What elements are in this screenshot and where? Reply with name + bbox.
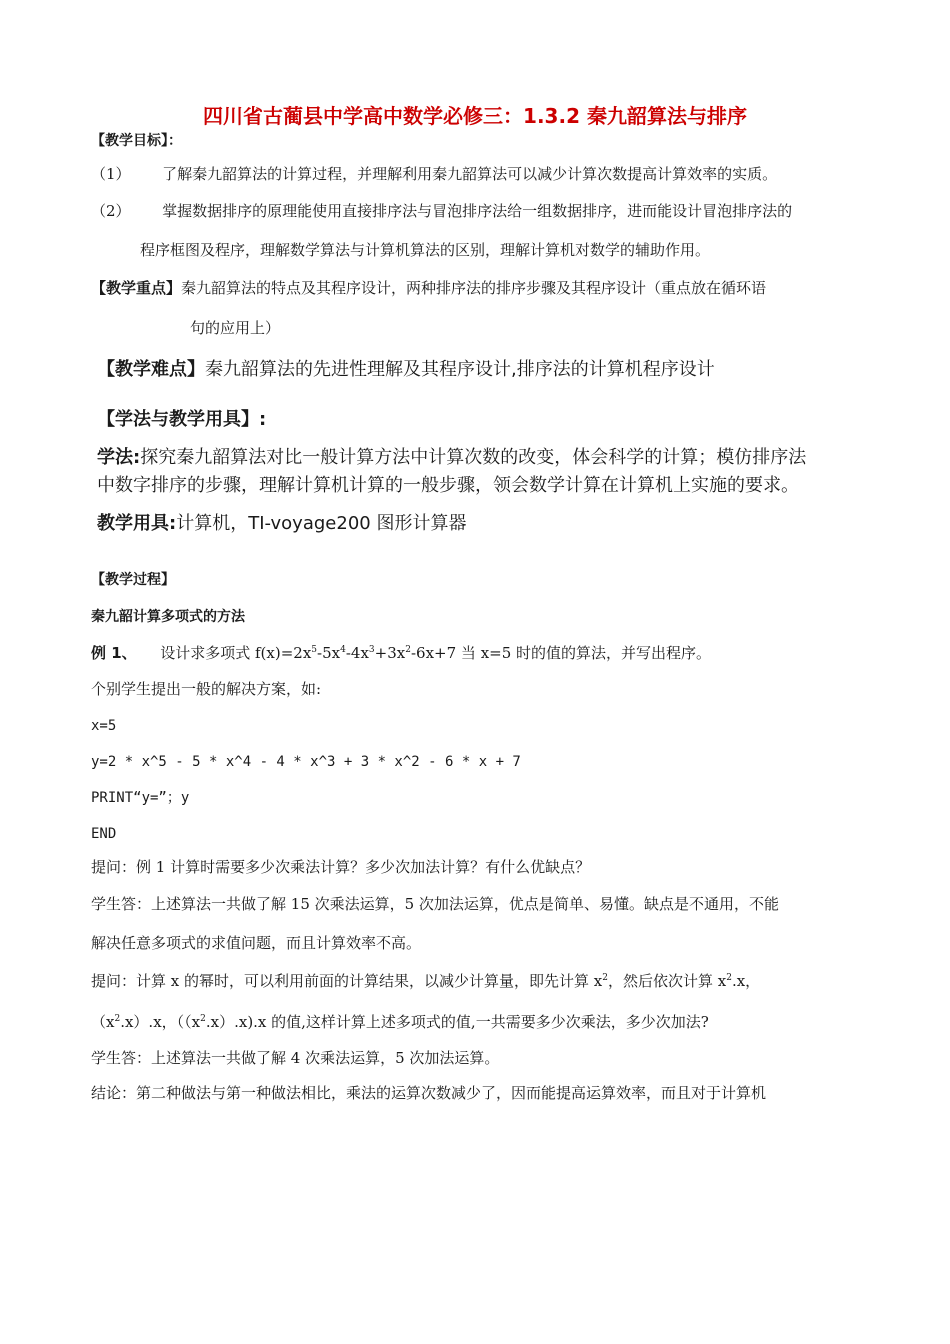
teaching-tools-label: 教学用具: — [97, 513, 177, 534]
example-1-text-d: +3x — [374, 644, 406, 662]
study-method-text: 探究秦九韶算法对比一般计算方法中计算次数的改变，体会科学的计算；模仿排序法 — [140, 447, 807, 468]
study-method-continued: 中数字排序的步骤，理解计算机计算的一般步骤，领会数学计算在计算机上实施的要求。 — [97, 475, 799, 496]
example-1 — [91, 643, 711, 663]
example-1-text-c: -4x — [345, 644, 369, 662]
objective-1-number: （1） — [91, 165, 131, 183]
example-1-text-e: -6x+7 当 x=5 时的值的算法，并写出程序。 — [410, 644, 712, 662]
example-1-exp-2: 2 — [405, 645, 411, 655]
question-2-text-b: ，然后依次计算 x — [607, 972, 727, 990]
question-2-exp-a: 2 — [602, 973, 608, 983]
difficult-points-text: 秦九韶算法的先进性理解及其程序设计,排序法的计算机程序设计 — [205, 359, 715, 380]
key-points-label: 【教学重点】 — [91, 279, 182, 297]
answer-2: 学生答：上述算法一共做了解 4 次乘法运算，5 次加法运算。 — [91, 1049, 500, 1067]
document-title: 四川省古蔺县中学高中数学必修三：1.3.2 秦九韶算法与排序 — [203, 104, 747, 128]
objective-2-continued: 程序框图及程序，理解数学算法与计算机算法的区别，理解计算机对数学的辅助作用。 — [140, 241, 711, 259]
key-points-continued: 句的应用上） — [190, 319, 281, 337]
example-1-text-b: -5x — [317, 644, 341, 662]
objective-2-text: 掌握数据排序的原理能使用直接排序法与冒泡排序法给一组数据排序，进而能设计冒泡排序法的 — [162, 202, 793, 220]
question-2-cont-a: （x — [91, 1013, 115, 1031]
example-1-exp-4: 4 — [340, 645, 346, 655]
objective-1-text: 了解秦九韶算法的计算过程，并理解利用秦九韶算法可以减少计算次数提高计算效率的实质。 — [162, 165, 778, 183]
question-2 — [91, 971, 760, 991]
objectives-label: 【教学目标】： — [91, 133, 182, 149]
objective-1 — [91, 164, 777, 184]
study-method — [97, 446, 806, 470]
question-1: 提问：例 1 计算时需要多少次乘法计算？多少次加法计算？有什么优缺点？ — [91, 858, 591, 876]
question-2-continued — [91, 1012, 709, 1032]
code-line-3: PRINT“y=”；y — [91, 790, 190, 806]
code-line-2: y=2 * x^5 - 5 * x^4 - 4 * x^3 + 3 * x^2 - 6 * x + 7 — [91, 754, 521, 770]
example-1-text-a: 设计求多项式 f(x)=2x — [160, 644, 312, 662]
key-points — [91, 278, 766, 298]
methods-tools-label: 【学法与教学用具】: — [97, 409, 267, 430]
student-plan: 个别学生提出一般的解决方案，如: — [91, 680, 322, 698]
key-points-text: 秦九韶算法的特点及其程序设计，两种排序法的排序步骤及其程序设计（重点放在循环语 — [181, 279, 767, 297]
objective-2-number: （2） — [91, 202, 131, 220]
difficult-points-label: 【教学难点】 — [97, 359, 205, 380]
question-2-cont-exp-a: 2 — [114, 1014, 121, 1024]
question-2-cont-exp-b: 2 — [200, 1014, 206, 1024]
example-1-exp-3: 3 — [368, 645, 375, 655]
section-title: 秦九韶计算多项式的方法 — [91, 609, 245, 625]
answer-1-continued: 解决任意多项式的求值问题，而且计算效率不高。 — [91, 934, 422, 952]
code-line-1: x=5 — [91, 718, 117, 734]
example-1-label: 例 1、 — [91, 644, 137, 662]
code-line-4: END — [91, 826, 117, 842]
teaching-tools — [97, 512, 466, 536]
difficult-points — [97, 358, 715, 382]
teaching-tools-text: 计算机，TI-voyage200 图形计算器 — [176, 513, 467, 534]
question-2-cont-c: .x）.x).x 的值,这样计算上述多项式的值,一共需要多少次乘法，多少次加法? — [205, 1013, 709, 1031]
study-method-label: 学法: — [97, 447, 141, 468]
answer-1: 学生答：上述算法一共做了解 15 次乘法运算，5 次加法运算，优点是简单、易懂。缺点是不通用，不能 — [91, 895, 779, 913]
example-1-exp-5: 5 — [311, 645, 318, 655]
objective-2 — [91, 201, 792, 221]
question-2-cont-b: .x）.x，（（x — [120, 1013, 201, 1031]
question-2-text-c: .x， — [731, 972, 761, 990]
question-2-exp-b: 2 — [726, 973, 732, 983]
process-label: 【教学过程】 — [91, 572, 175, 588]
conclusion: 结论：第二种做法与第一种做法相比，乘法的运算次数减少了，因而能提高运算效率，而且对于计算机 — [91, 1084, 767, 1102]
question-2-text-a: 提问：计算 x 的幂时，可以利用前面的计算结果，以减少计算量，即先计算 x — [91, 972, 603, 990]
